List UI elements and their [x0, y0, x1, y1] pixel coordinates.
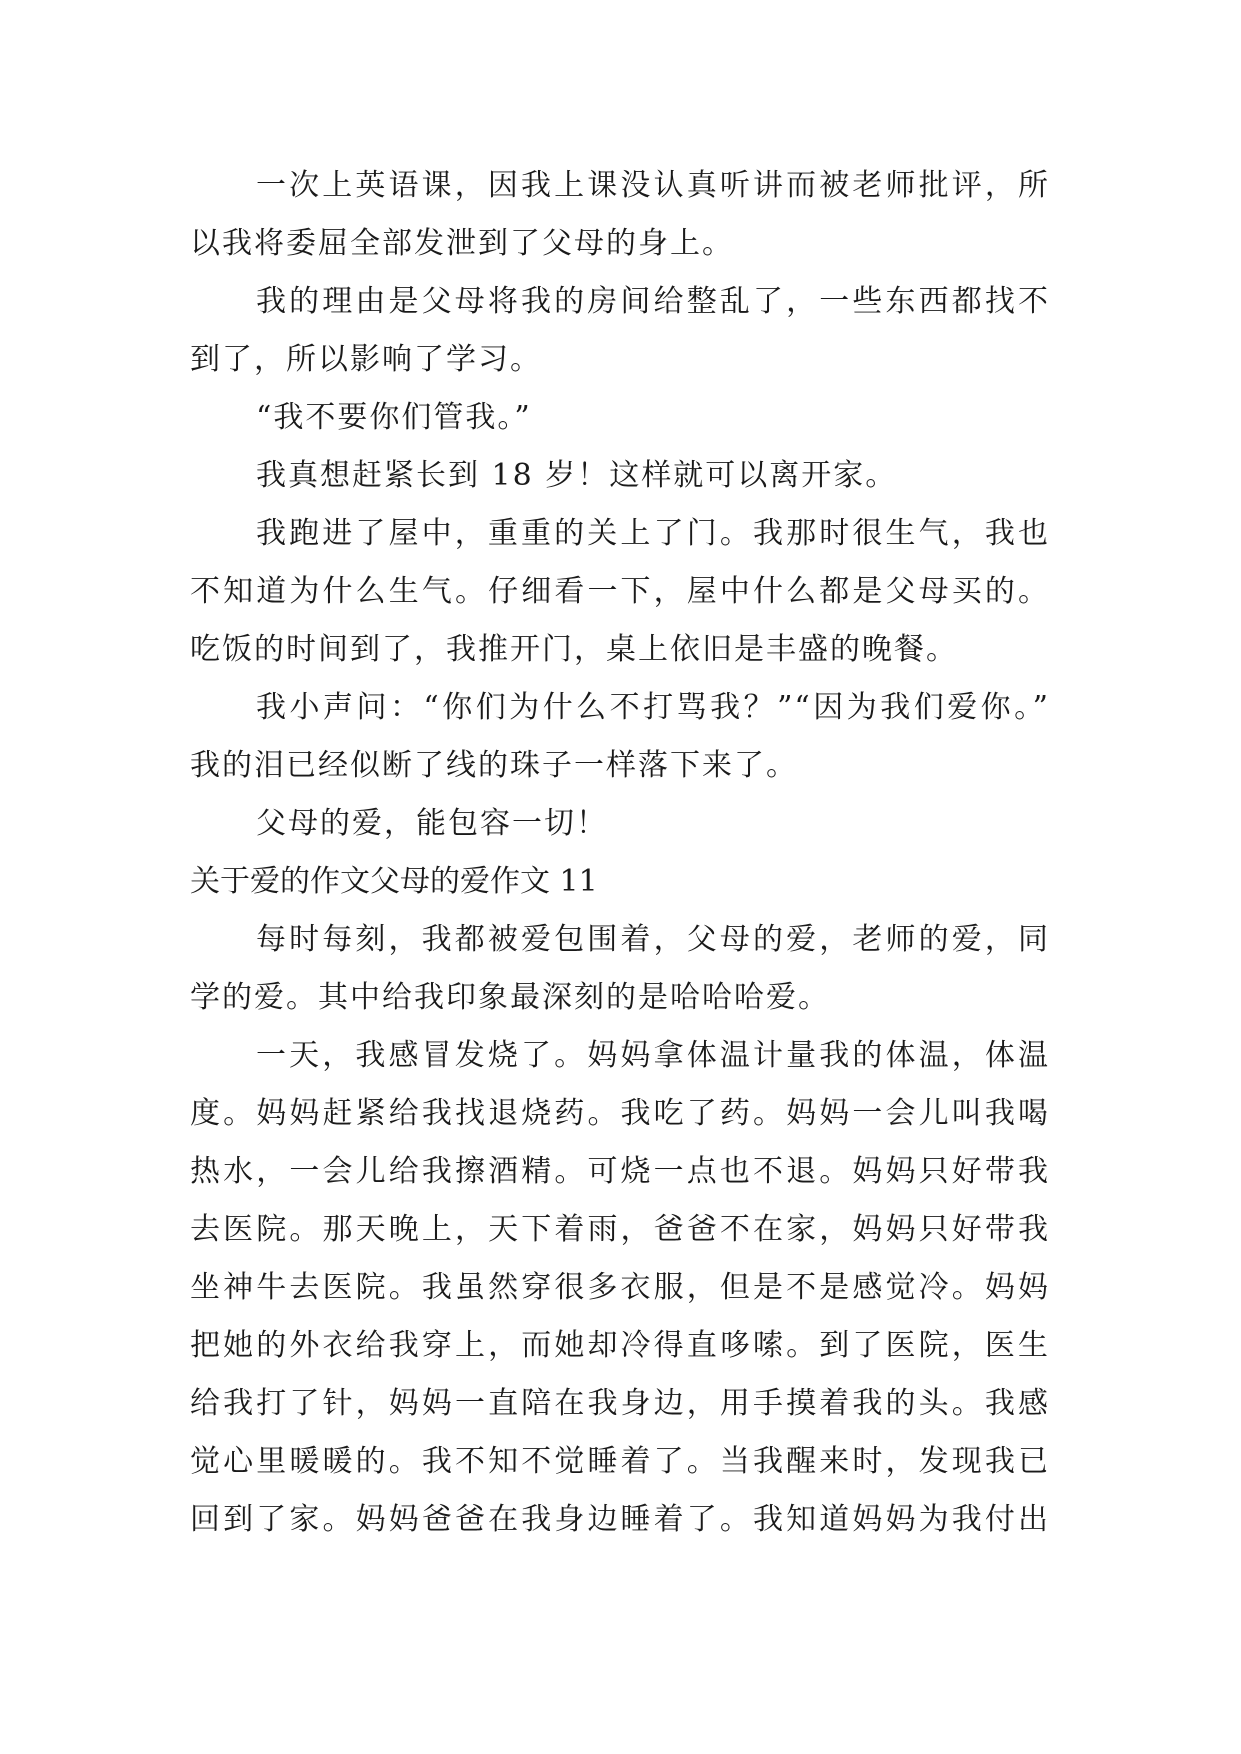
paragraph-9-line-5: 坐神牛去医院。我虽然穿很多衣服，但是不是感觉冷。妈妈: [190, 1270, 1050, 1305]
paragraph-5-line-1: 我跑进了屋中，重重的关上了门。我那时很生气，我也: [256, 516, 1050, 551]
paragraph-9-line-8: 觉心里暖暖的。我不知不觉睡着了。当我醒来时，发现我已: [190, 1444, 1050, 1479]
paragraph-7-line-1: 父母的爱，能包容一切！: [256, 806, 608, 841]
paragraph-9-line-1: 一天，我感冒发烧了。妈妈拿体温计量我的体温，体温: [256, 1038, 1050, 1073]
paragraph-9-line-3: 热水，一会儿给我擦酒精。可烧一点也不退。妈妈只好带我: [190, 1154, 1050, 1189]
paragraph-1-line-1: 一次上英语课，因我上课没认真听讲而被老师批评，所: [256, 168, 1050, 203]
paragraph-9-line-9: 回到了家。妈妈爸爸在我身边睡着了。我知道妈妈为我付出: [190, 1502, 1050, 1537]
paragraph-8-line-2: 学的爱。其中给我印象最深刻的是哈哈哈爱。: [190, 980, 830, 1015]
paragraph-3-line-1: “我不要你们管我。”: [256, 400, 532, 435]
paragraph-1-line-2: 以我将委屈全部发泄到了父母的身上。: [190, 226, 734, 261]
paragraph-9-line-4: 去医院。那天晚上，天下着雨，爸爸不在家，妈妈只好带我: [190, 1212, 1050, 1247]
paragraph-5-line-3: 吃饭的时间到了，我推开门，桌上依旧是丰盛的晚餐。: [190, 632, 958, 667]
document-body: [190, 157, 1050, 1549]
paragraph-9-line-2: 度。妈妈赶紧给我找退烧药。我吃了药。妈妈一会儿叫我喝: [190, 1096, 1050, 1131]
paragraph-8-line-1: 每时每刻，我都被爱包围着，父母的爱，老师的爱，同: [256, 922, 1050, 957]
paragraph-5-line-2: 不知道为什么生气。仔细看一下，屋中什么都是父母买的。: [190, 574, 1050, 609]
paragraph-9-line-6: 把她的外衣给我穿上，而她却冷得直哆嗦。到了医院，医生: [190, 1328, 1050, 1363]
section-heading: 关于爱的作文父母的爱作文 11: [190, 864, 598, 899]
paragraph-9-line-7: 给我打了针，妈妈一直陪在我身边，用手摸着我的头。我感: [190, 1386, 1050, 1421]
paragraph-4-line-1: 我真想赶紧长到 18 岁！这样就可以离开家。: [256, 458, 898, 493]
paragraph-6-line-1: 我小声问：“你们为什么不打骂我？”“因为我们爱你。”: [256, 690, 1050, 725]
paragraph-2-line-1: 我的理由是父母将我的房间给整乱了，一些东西都找不: [256, 284, 1050, 319]
paragraph-2-line-2: 到了，所以影响了学习。: [190, 342, 542, 377]
paragraph-6-line-2: 我的泪已经似断了线的珠子一样落下来了。: [190, 748, 798, 783]
